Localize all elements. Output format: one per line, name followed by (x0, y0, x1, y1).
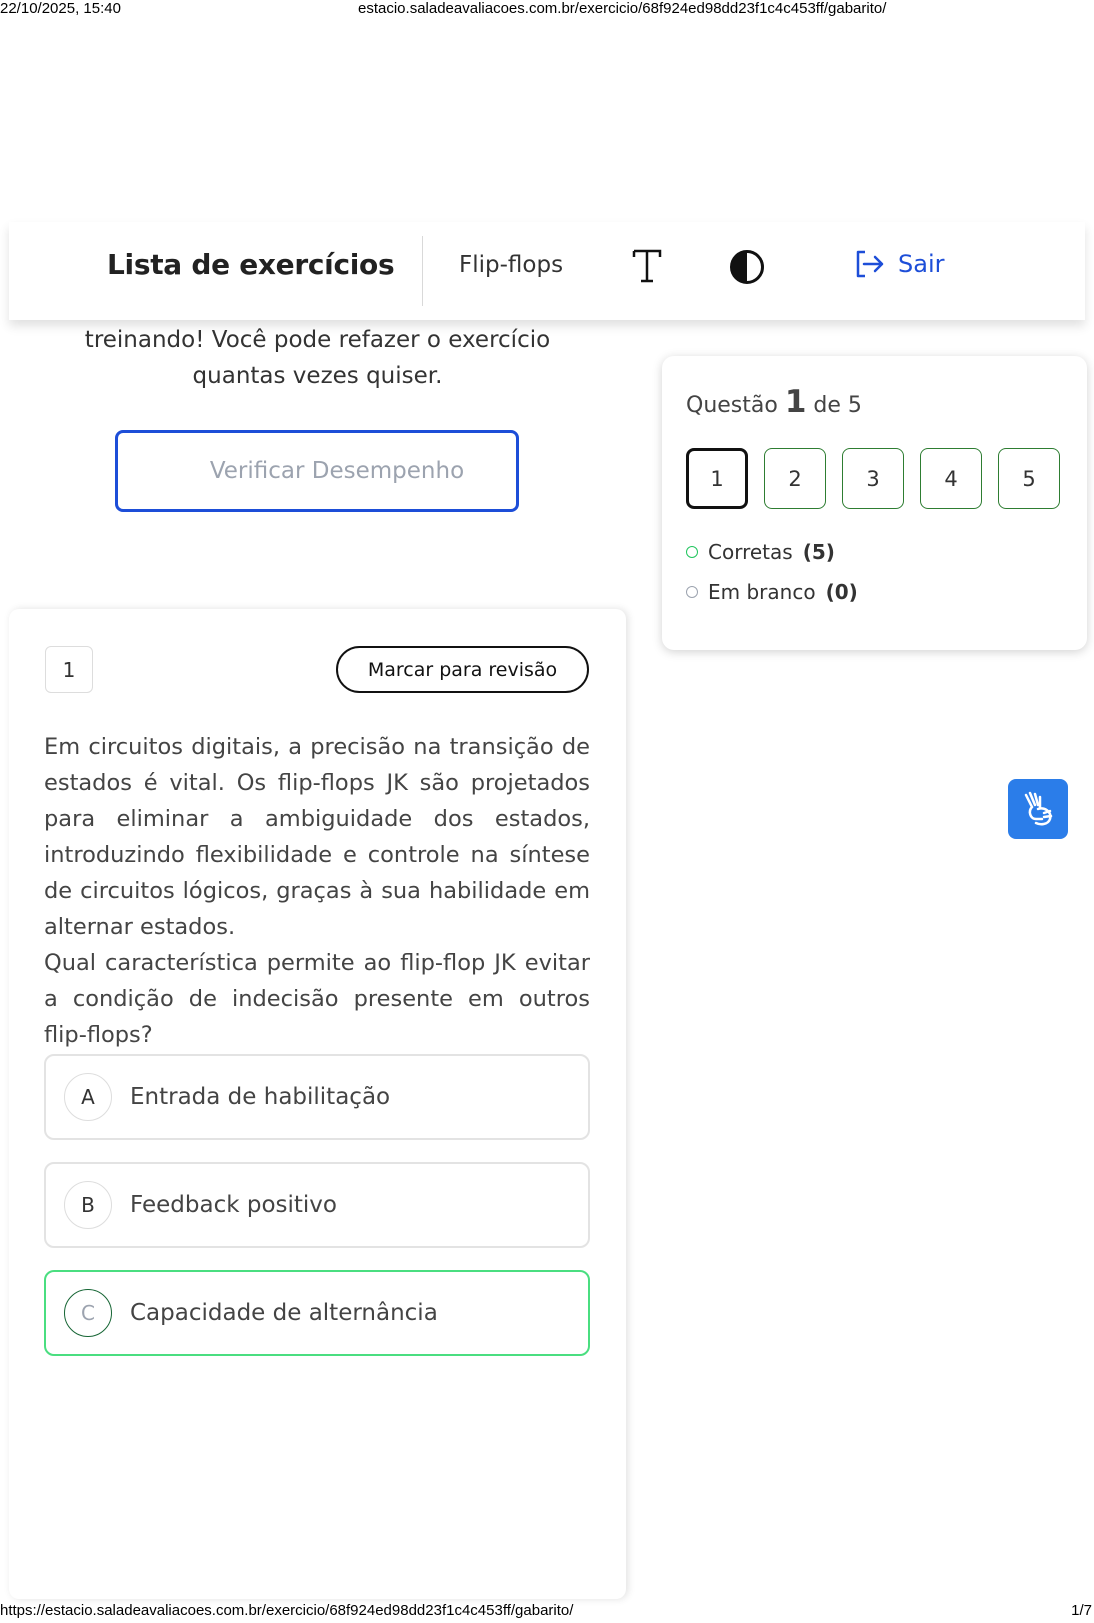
legend-correct-label: Corretas (708, 540, 793, 564)
intro-line-2: quantas vezes quiser. (192, 363, 443, 389)
logout-label: Sair (898, 250, 945, 278)
blank-dot-icon (686, 586, 698, 598)
question-counter-prefix: Questão (686, 393, 778, 418)
question-navigator-card (662, 356, 1087, 650)
question-counter-suffix: de 5 (813, 393, 862, 418)
question-context: Em circuitos digitais, a precisão na transição de estados é vital. Os flip-flops JK são projetados para eliminar a ambiguidade dos estados, introduzindo flexibilidade e controle na síntese de circuitos lógicos, graças à sua habilidade em alternar estados. (44, 734, 590, 940)
sign-language-accessibility-button[interactable] (1008, 779, 1068, 839)
answer-option-b[interactable] (44, 1162, 590, 1248)
answer-option-a[interactable] (44, 1054, 590, 1140)
option-text-b: Feedback positivo (130, 1192, 337, 1218)
legend-blank-label: Em branco (708, 580, 816, 604)
question-nav-button-5[interactable]: 5 (998, 448, 1060, 509)
question-counter (686, 384, 862, 420)
logout-icon (854, 249, 886, 279)
subject-name: Flip-flops (459, 252, 564, 278)
question-nav-button-2[interactable]: 2 (764, 448, 826, 509)
legend-blank-count: (0) (825, 580, 858, 604)
intro-text (60, 322, 575, 394)
mark-for-review-button[interactable]: Marcar para revisão (336, 646, 589, 693)
correct-dot-icon (686, 546, 698, 558)
text-size-button[interactable] (629, 246, 665, 286)
contrast-button[interactable] (728, 248, 766, 286)
option-letter-c: C (64, 1289, 112, 1337)
print-url-footer: https://estacio.saladeavaliacoes.com.br/exercicio/68f924ed98dd23f1c4c453ff/gabarito/ (0, 1602, 574, 1619)
option-text-c: Capacidade de alternância (130, 1300, 438, 1326)
intro-line-1: treinando! Você pode refazer o exercício (84, 327, 551, 353)
status-legend (686, 532, 858, 612)
question-statement (44, 729, 590, 1053)
sign-language-icon (1018, 789, 1058, 829)
legend-correct (686, 532, 858, 572)
top-navigation-bar (9, 222, 1085, 320)
question-card (9, 609, 626, 1599)
legend-correct-count: (5) (802, 540, 835, 564)
option-letter-b: B (64, 1181, 112, 1229)
option-letter-a: A (64, 1073, 112, 1121)
answer-option-c[interactable] (44, 1270, 590, 1356)
question-counter-current: 1 (784, 384, 807, 420)
legend-blank (686, 572, 858, 612)
print-datetime: 22/10/2025, 15:40 (0, 0, 121, 17)
question-nav (686, 448, 1060, 509)
question-prompt: Qual característica permite ao flip-flop JK evitar a condição de indecisão presente em outros flip-flops? (44, 950, 590, 1048)
question-nav-button-4[interactable]: 4 (920, 448, 982, 509)
contrast-icon (729, 249, 765, 285)
header-divider (422, 236, 423, 306)
print-page-number: 1/7 (1071, 1602, 1092, 1619)
question-number-badge: 1 (45, 646, 93, 693)
page-title: Lista de exercícios (107, 248, 395, 281)
verify-performance-button[interactable]: Verificar Desempenho (115, 430, 519, 512)
question-nav-button-3[interactable]: 3 (842, 448, 904, 509)
question-nav-button-1[interactable]: 1 (686, 448, 748, 509)
text-size-icon (632, 249, 662, 283)
print-url-header: estacio.saladeavaliacoes.com.br/exercicio/68f924ed98dd23f1c4c453ff/gabarito/ (358, 0, 887, 17)
logout-button[interactable] (854, 249, 944, 279)
option-text-a: Entrada de habilitação (130, 1084, 391, 1110)
